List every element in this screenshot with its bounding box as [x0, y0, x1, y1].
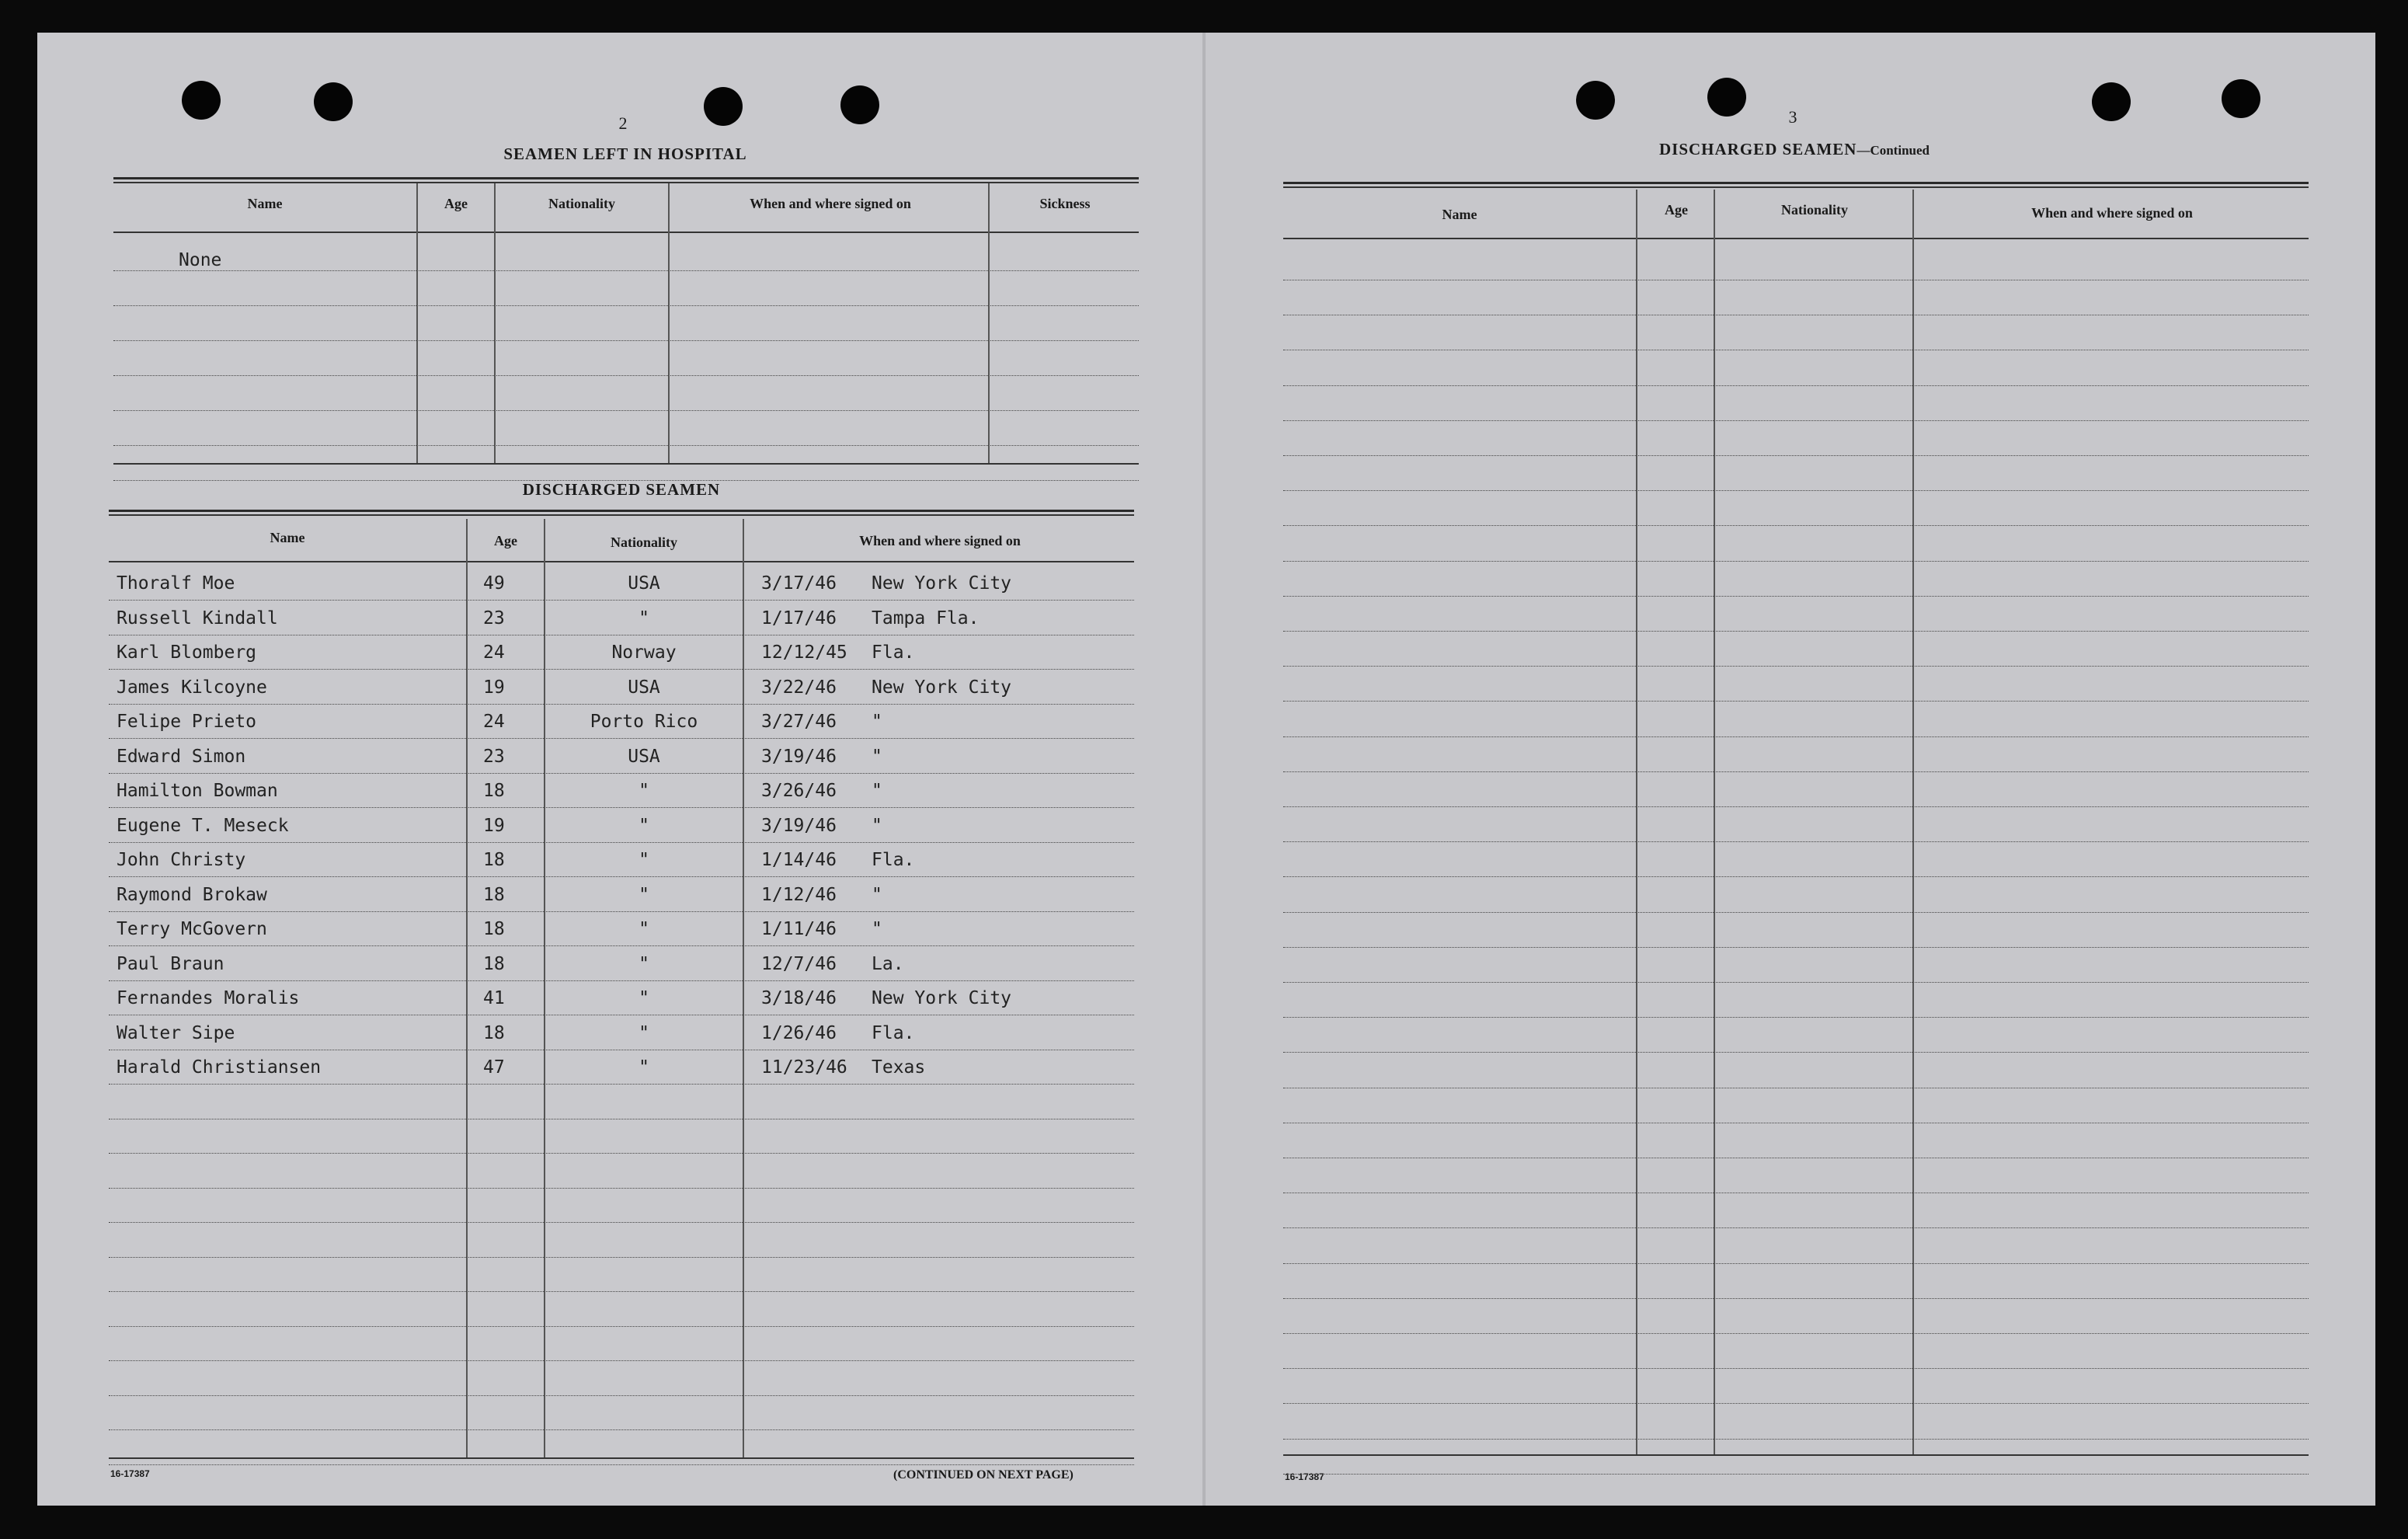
- signed-on-date: 3/22/46: [761, 677, 837, 698]
- seaman-age: 41: [483, 988, 505, 1008]
- right-row-rule: [1283, 1403, 2309, 1404]
- right-row-rule: [1283, 876, 2309, 877]
- signed-on-date: 3/19/46: [761, 816, 837, 836]
- signed-on-date: 1/26/46: [761, 1023, 837, 1043]
- discharged-row-rule: [109, 1153, 1134, 1154]
- seaman-nationality: ": [639, 1023, 649, 1043]
- discharged-row-rule: [109, 911, 1134, 912]
- page-number-right: 3: [1788, 107, 1797, 127]
- seaman-age: 18: [483, 885, 505, 905]
- discharged-row-rule: [109, 738, 1134, 739]
- punch-hole: [1707, 78, 1746, 117]
- hospital-row-rule: [113, 270, 1139, 271]
- discharged-row-rule: [109, 1464, 1134, 1465]
- discharged-row-rule: [109, 945, 1134, 946]
- seaman-age: 18: [483, 781, 505, 801]
- seaman-age: 47: [483, 1057, 505, 1078]
- seaman-name: Karl Blomberg: [117, 642, 257, 663]
- right-row-rule: [1283, 947, 2309, 948]
- hospital-header-rule: [113, 232, 1139, 233]
- right-page: [1204, 33, 2375, 1506]
- right-col-age: Age: [1665, 202, 1688, 218]
- seaman-nationality: Norway: [611, 642, 677, 663]
- hospital-table-top-rule: [113, 182, 1139, 183]
- seaman-name: Russell Kindall: [117, 608, 278, 628]
- hospital-entry: None: [179, 250, 222, 270]
- right-row-rule: [1283, 490, 2309, 491]
- discharged-row-rule: [109, 1084, 1134, 1085]
- hospital-column-rule: [988, 183, 990, 463]
- seaman-age: 18: [483, 850, 505, 870]
- right-row-rule: [1283, 455, 2309, 456]
- signed-on-date: 3/19/46: [761, 747, 837, 767]
- hospital-column-rule: [668, 183, 670, 463]
- right-row-rule: [1283, 1263, 2309, 1264]
- seaman-age: 49: [483, 573, 505, 594]
- hospital-row-rule: [113, 480, 1139, 481]
- seaman-nationality: USA: [628, 677, 660, 698]
- signed-on-place: Fla.: [872, 1023, 915, 1043]
- discharged-row-rule: [109, 1257, 1134, 1258]
- seaman-name: Edward Simon: [117, 747, 246, 767]
- seaman-age: 19: [483, 677, 505, 698]
- hospital-col-signed-on: When and where signed on: [750, 196, 911, 211]
- right-row-rule: [1283, 1017, 2309, 1018]
- punch-hole: [704, 87, 743, 126]
- right-row-rule: [1283, 420, 2309, 421]
- seaman-name: Terry McGovern: [117, 919, 267, 939]
- signed-on-place: Fla.: [872, 850, 915, 870]
- seaman-name: Felipe Prieto: [117, 712, 257, 732]
- seaman-age: 24: [483, 712, 505, 732]
- discharged-col-signed-on: When and where signed on: [859, 533, 1021, 548]
- right-title-main: DISCHARGED SEAMEN: [1659, 140, 1857, 158]
- discharged-row-rule: [109, 1291, 1134, 1292]
- right-row-rule: [1283, 701, 2309, 702]
- signed-on-place: ": [872, 747, 882, 767]
- discharged-row-rule: [109, 1429, 1134, 1430]
- signed-on-place: New York City: [872, 677, 1012, 698]
- seaman-nationality: USA: [628, 747, 660, 767]
- right-row-rule: [1283, 1298, 2309, 1299]
- signed-on-date: 3/18/46: [761, 988, 837, 1008]
- right-col-name: Name: [1442, 207, 1477, 222]
- seaman-name: Walter Sipe: [117, 1023, 235, 1043]
- discharged-row-rule: [109, 842, 1134, 843]
- hospital-col-name: Name: [247, 196, 283, 211]
- signed-on-date: 1/11/46: [761, 919, 837, 939]
- signed-on-place: ": [872, 712, 882, 732]
- discharged-table-top-rule: [109, 514, 1134, 516]
- discharged-header-rule: [109, 561, 1134, 562]
- hospital-row-rule: [113, 375, 1139, 376]
- right-row-rule: [1283, 1052, 2309, 1053]
- right-row-rule: [1283, 1227, 2309, 1228]
- punch-hole: [182, 81, 221, 120]
- discharged-row-rule: [109, 1326, 1134, 1327]
- discharged-table-top-rule: [109, 510, 1134, 512]
- seaman-age: 18: [483, 954, 505, 974]
- hospital-table-bottom-rule: [113, 463, 1139, 465]
- seaman-nationality: USA: [628, 573, 660, 594]
- signed-on-place: New York City: [872, 573, 1012, 594]
- discharged-row-rule: [109, 600, 1134, 601]
- signed-on-date: 12/12/45: [761, 642, 847, 663]
- seaman-nationality: ": [639, 816, 649, 836]
- right-row-rule: [1283, 525, 2309, 526]
- hospital-row-rule: [113, 340, 1139, 341]
- right-column-rule: [1912, 190, 1914, 1456]
- right-row-rule: [1283, 736, 2309, 737]
- signed-on-date: 3/27/46: [761, 712, 837, 732]
- discharged-section-title: DISCHARGED SEAMEN: [522, 480, 721, 499]
- discharged-row-rule: [109, 1360, 1134, 1361]
- right-row-rule: [1283, 1439, 2309, 1440]
- right-row-rule: [1283, 982, 2309, 983]
- right-column-rule: [1714, 190, 1715, 1456]
- right-row-rule: [1283, 1368, 2309, 1369]
- seaman-nationality: ": [639, 1057, 649, 1078]
- seaman-age: 18: [483, 919, 505, 939]
- discharged-row-rule: [109, 1188, 1134, 1189]
- seaman-age: 24: [483, 642, 505, 663]
- signed-on-place: Tampa Fla.: [872, 608, 980, 628]
- hospital-row-rule: [113, 445, 1139, 446]
- seaman-nationality: Porto Rico: [590, 712, 698, 732]
- seaman-nationality: ": [639, 919, 649, 939]
- right-row-rule: [1283, 771, 2309, 772]
- discharged-table-bottom-rule: [109, 1457, 1134, 1459]
- discharged-column-rule: [466, 519, 468, 1459]
- seaman-age: 18: [483, 1023, 505, 1043]
- seaman-name: Paul Braun: [117, 954, 224, 974]
- signed-on-date: 1/12/46: [761, 885, 837, 905]
- signed-on-place: ": [872, 919, 882, 939]
- seaman-age: 23: [483, 747, 505, 767]
- seaman-nationality: ": [639, 850, 649, 870]
- right-column-rule: [1636, 190, 1637, 1456]
- continued-note: (CONTINUED ON NEXT PAGE): [893, 1468, 1074, 1482]
- seaman-nationality: ": [639, 781, 649, 801]
- seaman-nationality: ": [639, 608, 649, 628]
- hospital-section-title: SEAMEN LEFT IN HOSPITAL: [503, 144, 747, 163]
- signed-on-date: 1/17/46: [761, 608, 837, 628]
- signed-on-date: 3/26/46: [761, 781, 837, 801]
- discharged-col-age: Age: [494, 533, 517, 548]
- hospital-col-age: Age: [444, 196, 468, 211]
- hospital-column-rule: [494, 183, 496, 463]
- seaman-nationality: ": [639, 988, 649, 1008]
- signed-on-place: Texas: [872, 1057, 926, 1078]
- hospital-row-rule: [113, 410, 1139, 411]
- seaman-name: Fernandes Moralis: [117, 988, 300, 1008]
- discharged-row-rule: [109, 807, 1134, 808]
- hospital-col-nationality: Nationality: [548, 196, 615, 211]
- right-table-top-rule: [1283, 182, 2309, 184]
- discharged-column-rule: [743, 519, 744, 1459]
- right-row-rule: [1283, 841, 2309, 842]
- discharged-row-rule: [109, 704, 1134, 705]
- signed-on-date: 3/17/46: [761, 573, 837, 594]
- hospital-table-top-rule: [113, 177, 1139, 179]
- right-row-rule: [1283, 561, 2309, 562]
- discharged-col-name: Name: [270, 530, 305, 545]
- seaman-name: Eugene T. Meseck: [117, 816, 289, 836]
- right-row-rule: [1283, 596, 2309, 597]
- right-row-rule: [1283, 806, 2309, 807]
- seaman-name: Hamilton Bowman: [117, 781, 278, 801]
- signed-on-date: 12/7/46: [761, 954, 837, 974]
- seaman-name: Thoralf Moe: [117, 573, 235, 594]
- punch-hole: [2222, 79, 2260, 118]
- signed-on-date: 11/23/46: [761, 1057, 847, 1078]
- right-row-rule: [1283, 385, 2309, 386]
- discharged-row-rule: [109, 773, 1134, 774]
- right-row-rule: [1283, 666, 2309, 667]
- hospital-col-sickness: Sickness: [1039, 196, 1091, 211]
- punch-hole: [314, 82, 353, 121]
- hospital-row-rule: [113, 305, 1139, 306]
- signed-on-place: New York City: [872, 988, 1012, 1008]
- signed-on-place: ": [872, 816, 882, 836]
- seaman-name: Raymond Brokaw: [117, 885, 267, 905]
- discharged-row-rule: [109, 1395, 1134, 1396]
- signed-on-place: La.: [872, 954, 904, 974]
- signed-on-place: ": [872, 781, 882, 801]
- right-col-nationality: Nationality: [1780, 202, 1848, 218]
- signed-on-place: ": [872, 885, 882, 905]
- right-table-bottom-rule: [1283, 1454, 2309, 1456]
- right-row-rule: [1283, 631, 2309, 632]
- right-section-title: [1561, 140, 2027, 159]
- seaman-nationality: ": [639, 954, 649, 974]
- form-number-right: 16-17387: [1285, 1471, 1324, 1482]
- punch-hole: [840, 85, 879, 124]
- signed-on-place: Fla.: [872, 642, 915, 663]
- page-number-left: 2: [618, 113, 628, 133]
- form-number-left: 16-17387: [110, 1468, 150, 1479]
- discharged-col-nationality: Nationality: [610, 534, 677, 550]
- discharged-row-rule: [109, 980, 1134, 981]
- discharged-row-rule: [109, 1222, 1134, 1223]
- right-header-rule: [1283, 238, 2309, 239]
- punch-hole: [1576, 81, 1615, 120]
- right-row-rule: [1283, 1474, 2309, 1475]
- seaman-name: John Christy: [117, 850, 246, 870]
- right-row-rule: [1283, 912, 2309, 913]
- discharged-row-rule: [109, 876, 1134, 877]
- page-fold: [1202, 33, 1206, 1506]
- right-col-signed-on: When and where signed on: [2031, 205, 2193, 221]
- seaman-age: 19: [483, 816, 505, 836]
- signed-on-date: 1/14/46: [761, 850, 837, 870]
- right-title-suffix: —Continued: [1856, 143, 1930, 158]
- seaman-age: 23: [483, 608, 505, 628]
- right-row-rule: [1283, 1333, 2309, 1334]
- seaman-nationality: ": [639, 885, 649, 905]
- punch-hole: [2092, 82, 2131, 121]
- seaman-name: James Kilcoyne: [117, 677, 267, 698]
- hospital-column-rule: [416, 183, 418, 463]
- discharged-row-rule: [109, 669, 1134, 670]
- seaman-name: Harald Christiansen: [117, 1057, 322, 1078]
- right-table-top-rule: [1283, 186, 2309, 188]
